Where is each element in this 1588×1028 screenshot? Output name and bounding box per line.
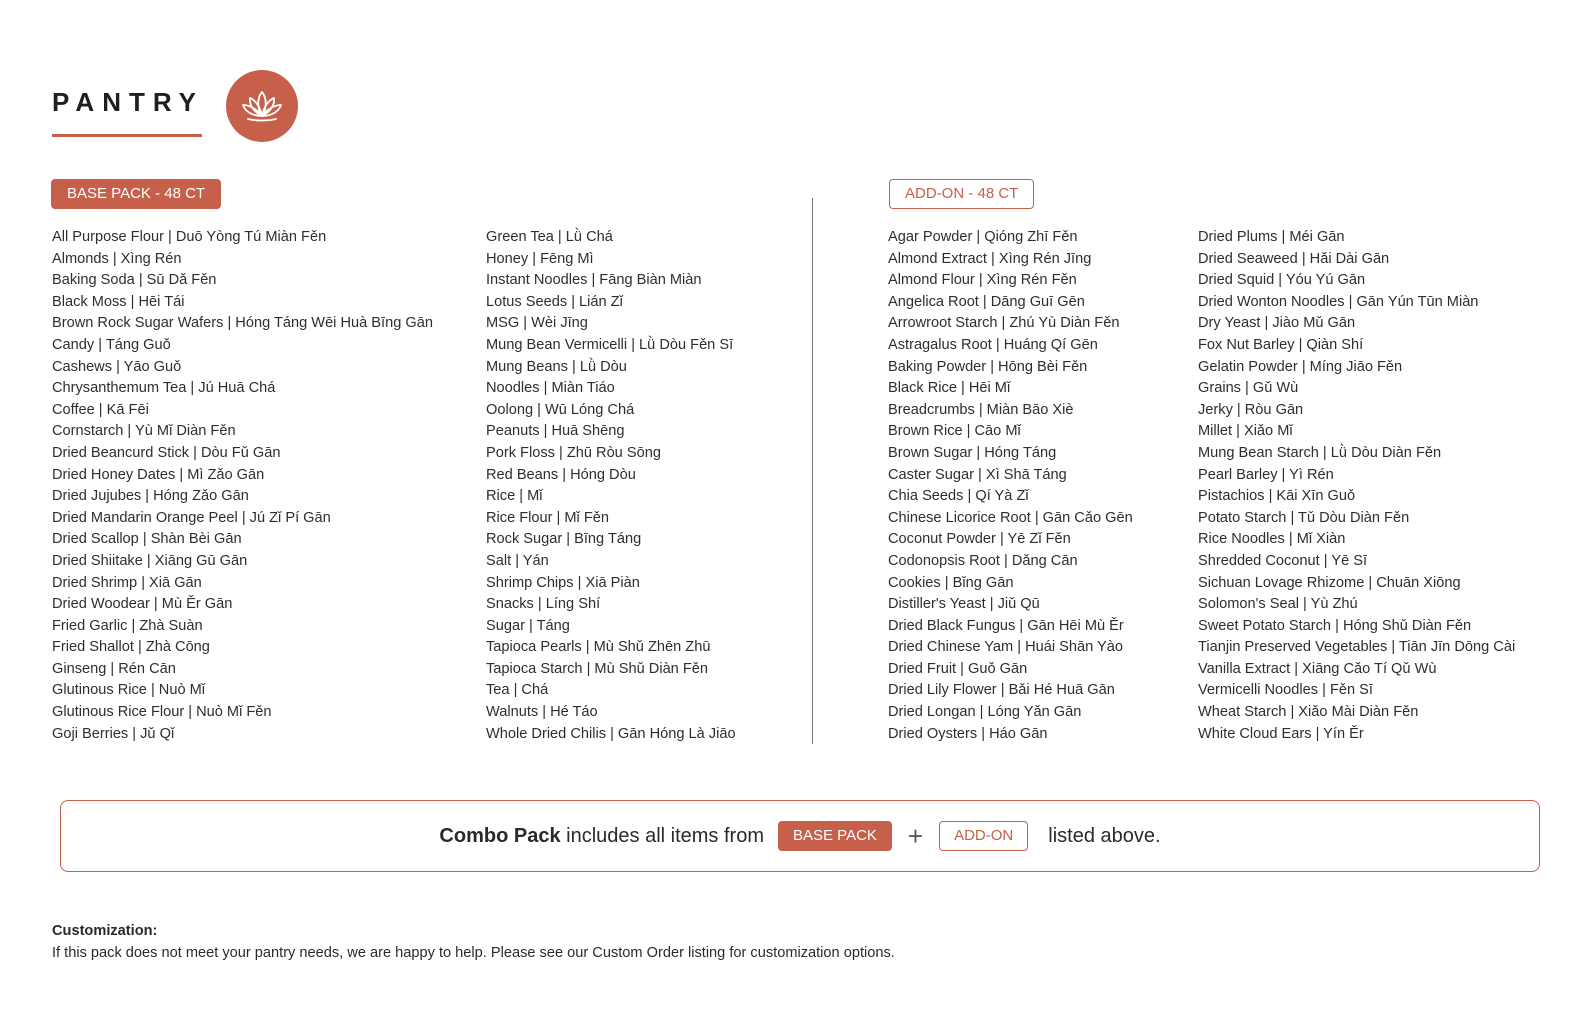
list-item: All Purpose Flour | Duō Yòng Tú Miàn Fěn xyxy=(52,229,327,245)
list-item: Peanuts | Huā Shēng xyxy=(486,423,625,440)
list-item: Ginseng | Rén Cān xyxy=(52,660,176,677)
list-item: Dried Shrimp | Xiā Gān xyxy=(52,574,202,591)
list-item: Dried Shiitake | Xiāng Gū Gān xyxy=(52,552,248,569)
list-item: Solomon's Seal | Yù Zhú xyxy=(1198,596,1358,613)
combo-pack-box xyxy=(60,800,1540,872)
list-item: Rice Noodles | Mǐ Xiàn xyxy=(1198,531,1346,548)
list-item: Dried Scallop | Shàn Bèi Gān xyxy=(52,531,242,548)
list-item: Dried Seaweed | Hǎi Dài Gān xyxy=(1198,250,1390,267)
list-item: Dried Longan | Lóng Yǎn Gān xyxy=(888,704,1082,721)
list-item: Dried Black Fungus | Gān Hēi Mù Ěr xyxy=(888,617,1124,634)
base-pack-column-2 xyxy=(486,227,736,745)
list-item: Salt | Yán xyxy=(486,552,549,569)
list-item: Mung Bean Starch | Lǜ Dòu Diàn Fěn xyxy=(1198,444,1442,461)
list-item: Cookies | Bǐng Gān xyxy=(888,574,1014,591)
list-item: Angelica Root | Dāng Guī Gēn xyxy=(888,293,1085,310)
base-pack-column-1 xyxy=(52,227,433,745)
list-item: Fried Shallot | Zhà Cōng xyxy=(52,639,210,656)
list-item: Astragalus Root | Huáng Qí Gēn xyxy=(888,336,1098,353)
list-item: Shredded Coconut | Yē Sī xyxy=(1198,552,1368,569)
brand-underline xyxy=(52,134,202,137)
list-item: Mung Bean Vermicelli | Lǜ Dòu Fěn Sī xyxy=(486,336,734,353)
list-item: Distiller's Yeast | Jiǔ Qū xyxy=(888,596,1040,613)
list-item: Caster Sugar | Xì Shā Táng xyxy=(888,466,1067,483)
list-item: Coconut Powder | Yē Zǐ Fěn xyxy=(888,531,1071,548)
list-item: Brown Sugar | Hóng Táng xyxy=(888,444,1057,461)
list-item: Rice | Mǐ xyxy=(486,488,543,505)
list-item: Almond Flour | Xìng Rén Fěn xyxy=(888,272,1077,289)
list-item: Dried Fruit | Guǒ Gān xyxy=(888,660,1028,677)
combo-pack-title: Combo Pack xyxy=(439,824,561,847)
list-item: Tapioca Starch | Mù Shǔ Diàn Fěn xyxy=(486,660,708,677)
plus-icon: + xyxy=(907,820,924,851)
list-item: Almonds | Xìng Rén xyxy=(52,250,182,267)
list-item: Shrimp Chips | Xiā Piàn xyxy=(486,574,640,591)
list-item: Breadcrumbs | Miàn Bāo Xiè xyxy=(888,401,1074,418)
list-item: Cashews | Yāo Guǒ xyxy=(52,358,182,375)
list-item: Wheat Starch | Xiǎo Mài Diàn Fěn xyxy=(1198,704,1419,721)
list-item: Sugar | Táng xyxy=(486,617,570,634)
list-item: Dried Mandarin Orange Peel | Jú Zǐ Pí Gān xyxy=(52,509,331,526)
list-item: Green Tea | Lǜ Chá xyxy=(486,229,613,245)
add-on-column-2 xyxy=(1198,227,1515,745)
customization-heading: Customization: xyxy=(52,923,158,939)
list-item: Dried Lily Flower | Bǎi Hé Huā Gān xyxy=(888,682,1115,699)
list-item: Rice Flour | Mǐ Fěn xyxy=(486,509,609,526)
list-item: Snacks | Líng Shí xyxy=(486,596,601,613)
list-item: Glutinous Rice | Nuò Mǐ xyxy=(52,682,206,699)
list-item: Chia Seeds | Qí Yà Zǐ xyxy=(888,488,1029,505)
list-item: Tianjin Preserved Vegetables | Tiān Jīn Dōng Cài xyxy=(1198,639,1516,656)
list-item: Jerky | Ròu Gān xyxy=(1198,401,1304,418)
customization-body: If this pack does not meet your pantry needs, we are happy to help. Please see our Custom Order listing for customization options. xyxy=(52,945,895,961)
list-item: Millet | Xiǎo Mǐ xyxy=(1198,423,1293,440)
list-item: Candy | Táng Guǒ xyxy=(52,336,171,353)
customization-note xyxy=(52,920,1152,964)
list-item: MSG | Wèi Jīng xyxy=(486,315,588,332)
list-item: Pork Floss | Zhū Ròu Sōng xyxy=(486,444,661,461)
list-item: Tea | Chá xyxy=(486,682,549,699)
list-item: Dried Wonton Noodles | Gān Yún Tūn Miàn xyxy=(1198,293,1479,310)
combo-pack-text xyxy=(61,801,1539,871)
combo-pack-tail: listed above. xyxy=(1048,824,1161,847)
list-item: Instant Noodles | Fāng Biàn Miàn xyxy=(486,272,702,289)
list-item: Baking Soda | Sū Dǎ Fěn xyxy=(52,272,217,289)
list-item: Tapioca Pearls | Mù Shǔ Zhēn Zhū xyxy=(486,639,711,656)
list-item: Glutinous Rice Flour | Nuò Mǐ Fěn xyxy=(52,704,272,721)
combo-base-badge: BASE PACK xyxy=(778,821,892,851)
list-item: Coffee | Kā Fēi xyxy=(52,401,149,418)
list-item: White Cloud Ears | Yín Ěr xyxy=(1198,725,1364,742)
brand-header xyxy=(52,70,312,150)
list-item: Chrysanthemum Tea | Jú Huā Chá xyxy=(52,380,276,397)
list-item: Fried Garlic | Zhà Suàn xyxy=(52,617,203,634)
add-on-column-1 xyxy=(888,227,1133,745)
list-item: Sweet Potato Starch | Hóng Shǔ Diàn Fěn xyxy=(1198,617,1472,634)
list-item: Chinese Licorice Root | Gān Cǎo Gēn xyxy=(888,509,1133,526)
list-item: Brown Rice | Cāo Mǐ xyxy=(888,423,1021,440)
combo-addon-badge: ADD-ON xyxy=(939,821,1028,851)
list-item: Dried Squid | Yóu Yú Gān xyxy=(1198,272,1366,289)
list-item: Vanilla Extract | Xiāng Cǎo Tí Qǔ Wù xyxy=(1198,660,1437,677)
list-item: Dried Honey Dates | Mì Zǎo Gān xyxy=(52,466,265,483)
list-item: Grains | Gǔ Wù xyxy=(1198,380,1299,397)
list-item: Whole Dried Chilis | Gān Hóng Là Jiāo xyxy=(486,725,736,742)
list-item: Codonopsis Root | Dǎng Cān xyxy=(888,552,1078,569)
list-item: Sichuan Lovage Rhizome | Chuān Xiōng xyxy=(1198,574,1461,591)
list-item: Dried Jujubes | Hóng Zǎo Gān xyxy=(52,488,249,505)
list-item: Mung Beans | Lǜ Dòu xyxy=(486,358,627,375)
lotus-icon xyxy=(226,70,298,142)
list-item: Dried Plums | Méi Gān xyxy=(1198,229,1345,245)
list-item: Goji Berries | Jǔ Qǐ xyxy=(52,725,175,742)
brand-title: PANTRY xyxy=(52,87,204,117)
list-item: Dry Yeast | Jiào Mǔ Gān xyxy=(1198,315,1356,332)
list-item: Walnuts | Hé Táo xyxy=(486,704,598,721)
list-item: Red Beans | Hóng Dòu xyxy=(486,466,636,483)
list-item: Dried Chinese Yam | Huái Shān Yào xyxy=(888,639,1123,656)
list-item: Black Rice | Hēi Mǐ xyxy=(888,380,1011,397)
list-item: Brown Rock Sugar Wafers | Hóng Táng Wēi Huà Bīng Gān xyxy=(52,315,433,332)
list-item: Potato Starch | Tǔ Dòu Diàn Fěn xyxy=(1198,509,1410,526)
list-item: Gelatin Powder | Míng Jiāo Fěn xyxy=(1198,358,1403,375)
list-item: Fox Nut Barley | Qiàn Shí xyxy=(1198,336,1364,353)
list-item: Pistachios | Kāi Xīn Guǒ xyxy=(1198,488,1356,505)
list-item: Lotus Seeds | Lián Zǐ xyxy=(486,293,623,310)
list-item: Arrowroot Starch | Zhú Yù Diàn Fěn xyxy=(888,315,1120,332)
list-item: Cornstarch | Yù Mǐ Diàn Fěn xyxy=(52,423,236,440)
list-item: Noodles | Miàn Tiáo xyxy=(486,380,615,397)
list-item: Agar Powder | Qióng Zhī Fěn xyxy=(888,229,1078,245)
list-item: Almond Extract | Xìng Rén Jīng xyxy=(888,250,1092,267)
list-item: Dried Oysters | Háo Gān xyxy=(888,725,1048,742)
list-item: Oolong | Wū Lóng Chá xyxy=(486,401,635,418)
list-item: Black Moss | Hēi Tái xyxy=(52,293,185,310)
combo-pack-description: includes all items from xyxy=(566,824,764,847)
list-item: Dried Beancurd Stick | Dòu Fǔ Gān xyxy=(52,444,281,461)
list-item: Pearl Barley | Yì Rén xyxy=(1198,466,1334,483)
list-item: Rock Sugar | Bīng Táng xyxy=(486,531,642,548)
list-item: Honey | Fēng Mì xyxy=(486,250,594,267)
list-item: Vermicelli Noodles | Fěn Sī xyxy=(1198,682,1373,699)
add-on-label: ADD-ON - 48 CT xyxy=(889,179,1034,209)
column-divider xyxy=(812,198,813,744)
list-item: Baking Powder | Hōng Bèi Fěn xyxy=(888,358,1088,375)
base-pack-label: BASE PACK - 48 CT xyxy=(51,179,221,209)
list-item: Dried Woodear | Mù Ěr Gān xyxy=(52,596,233,613)
